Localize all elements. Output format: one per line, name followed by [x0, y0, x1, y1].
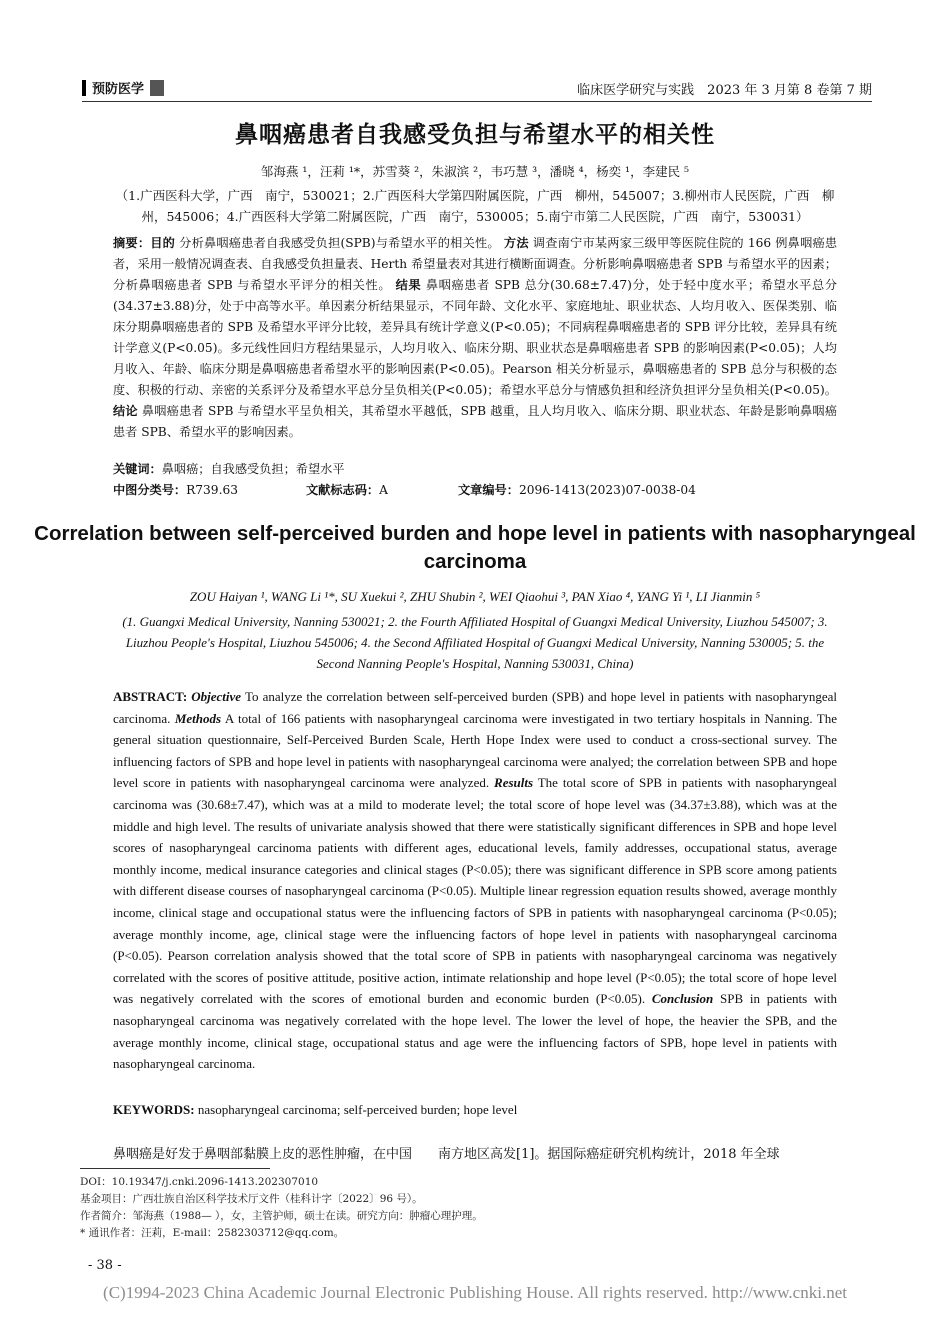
clc-number: 中图分类号：R739.63 [113, 483, 238, 497]
methods-en-label: Methods [174, 710, 222, 726]
results-en-label: Results [494, 775, 534, 791]
abstract-en-label: ABSTRACT: [113, 689, 188, 704]
footnote-author: 作者简介：邹海燕（1988— ），女，主管护师，硕士在读。研究方向：肿瘤心理护理。 [80, 1210, 483, 1222]
abstract-cn-label: 摘要： [113, 236, 151, 250]
methods-en: A total of 166 patients with nasopharyngeal carcinoma were investigated in two tertiary hospitals in Nanning. The general situation questionnaire, Self-Perceived Burden Scale, Herth Hope Index were used to conduct a cross-sectional survey. The influencing factors of SPB and hope level in patients with nasopharyngeal carcinoma were analyed; the correlation between SPB and hope level score in patients with nasopharyngeal carcinoma were analyzed. [113, 710, 837, 791]
section-bar-icon [82, 80, 86, 96]
page-number: - 38 - [88, 1258, 122, 1273]
article-number: 文章编号：2096-1413(2023)07-0038-04 [458, 483, 696, 497]
affiliations-en: (1. Guangxi Medical University, Nanning 530021; 2. the Fourth Affiliated Hospital of Guangxi Medical University, Liuzhou 545007; 3. Liuzhou People's Hospital, Liuzhou 545006; 4. the Second Affiliated Hospital of Guangxi Medical University, Nanning 530005; 5. the Second Nanning People's Hospital, Nanning 530031, China) [122, 614, 828, 671]
journal-header: 临床医学研究与实践 2023 年 3 月第 8 卷第 7 期 [577, 83, 872, 98]
affiliations-cn: （1.广西医科大学，广西 南宁，530021；2.广西医科大学第四附属医院，广西 柳州，545007；3.柳州市人民医院，广西 柳州，545006；4.广西医科大学第二附属医院，广西 南宁，530005；5.南宁市第二人民医院，广西 南宁，530031） [115, 188, 835, 224]
keywords-cn-text: 鼻咽癌；自我感受负担；希望水平 [161, 462, 345, 476]
footnote-doi: DOI：10.19347/j.cnki.2096-1413.202307010 [80, 1176, 319, 1188]
section-greybar-icon [150, 80, 164, 96]
keywords-en-text: nasopharyngeal carcinoma; self-perceived burden; hope level [197, 1102, 518, 1117]
results-cn-label: 结果 [395, 278, 422, 292]
conclusion-en-label: Conclusion [651, 991, 714, 1007]
methods-cn: 调查南宁市某两家三级甲等医院住院的 166 例鼻咽癌患者，采用一般情况调查表、自我感受负担量表、Herth 希望量表对其进行横断面调查。分析影响鼻咽癌患者 SPB 与希望水平的因素；分析鼻咽癌患者 SPB 与希望水平评分的相关性。 [113, 236, 838, 292]
authors-en: ZOU Haiyan ¹, WANG Li ¹*, SU Xuekui ², ZHU Shubin ², WEI Qiaohui ³, PAN Xiao ⁴, YANG Yi ¹, LI Jianmin ⁵ [189, 589, 761, 604]
results-cn: 鼻咽癌患者 SPB 总分(30.68±7.47)分，处于轻中度水平；希望水平总分(34.37±3.88)分，处于中高等水平。单因素分析结果显示，不同年龄、文化水平、家庭地址、职业状态、人均月收入、医保类别、临床分期鼻咽癌患者的 SPB 及希望水平评分比较，差异具有统计学意义(P<0.05)；不同病程鼻咽癌患者的 SPB 评分比较，差异具有统计学意义(P<0.05)。多元线性回归方程结果显示，人均月收入、临床分期、职业状态是鼻咽癌患者 SPB 的影响因素(P<0.05)；人均月收入、年龄、临床分期是鼻咽癌患者希望水平的影响因素(P<0.05)。Pearson 相关分析显示，鼻咽癌患者的 SPB 总分与积极的态度、积极的行动、亲密的关系评分及希望水平总分呈负相关(P<0.05)；希望水平总分与情感负担和经济负担评分呈负相关(P<0.05)。 [113, 278, 838, 397]
objective-en-label: Objective [191, 689, 242, 704]
doc-code: 文献标志码：A [306, 483, 388, 497]
abstract-cn [113, 233, 837, 443]
keywords-en-label: KEYWORDS: [113, 1102, 195, 1117]
results-en: The total score of SPB in patients with nasopharyngeal carcinoma was (30.68±7.47), which was at a mild to moderate level; the total score of hope level was (34.37±3.88), which was at the middle and high level. The results of univariate analysis showed that there were statistically significant differences in SPB and hope level scores of nasopharyngeal carcinoma patients with different ages, educational levels, family addresses, occupational status, average monthly income, medical insurance categories and clinical stages (P<0.05); there was significant difference in SPB score among patients with different disease courses of nasopharyngeal carcinoma (P<0.05). Multiple linear regression equation results showed, average monthly income, clinical stage and occupational status were the influencing factors of SPB in patients with nasopharyngeal carcinoma (P<0.05); average monthly income, age, clinical stage were the influencing factors of hope level in patients with nasopharyngeal carcinoma (P<0.05). Pearson correlation analysis showed that the total score of SPB in patients with nasopharyngeal carcinoma was negatively correlated with the scores of positive attitude, positive action, intimate relationship and hope level (P<0.05); the total score of hope level was negatively correlated with the scores of emotional burden and economic burden (P<0.05). [113, 775, 838, 1007]
objective-cn-label: 目的 [150, 236, 176, 250]
objective-cn: 分析鼻咽癌患者自我感受负担(SPB)与希望水平的相关性。 [179, 236, 500, 250]
section-label [82, 78, 164, 97]
conclusion-cn: 鼻咽癌患者 SPB 与希望水平呈负相关，其希望水平越低，SPB 越重，且人均月收入、临床分期、职业状态、年龄是影响鼻咽癌患者 SPB、希望水平的影响因素。 [113, 404, 838, 439]
header-divider [82, 101, 872, 102]
conclusion-cn-label: 结论 [113, 404, 138, 418]
footnotes [80, 1174, 483, 1242]
footnote-fund: 基金项目：广西壮族自治区科学技术厅文件（桂科计字〔2022〕96 号）。 [80, 1193, 423, 1205]
body-text-start: 鼻咽癌是好发于鼻咽部黏膜上皮的恶性肿瘤，在中国 南方地区高发[1]。据国际癌症研究机构统计，2018 年全球 [113, 1147, 780, 1162]
keywords-cn-label: 关键词： [113, 462, 162, 476]
footnote-corresponding: * 通讯作者：汪莉，E-mail：2582303712@qq.com。 [80, 1227, 345, 1239]
objective-en: To analyze the correlation between self-perceived burden (SPB) and hope level in patients with nasopharyngeal carcinoma. [113, 689, 837, 726]
conclusion-en: SPB in patients with nasopharyngeal carcinoma was negatively correlated with the hope level. The lower the level of hope, the heavier the SPB, and the average monthly income, clinical stage, occupational status and age were the influencing factors of SPB, hope level in patients with nasopharyngeal carcinoma. [113, 991, 837, 1072]
keywords-cn [113, 460, 345, 477]
title-en: Correlation between self-perceived burden and hope level in patients with nasopharyngeal carcinoma [34, 522, 916, 573]
authors-cn: 邹海燕 ¹，汪莉 ¹*，苏雪葵 ²，朱淑滨 ²，韦巧慧 ³，潘晓 ⁴，杨奕 ¹，李建民 ⁵ [260, 164, 690, 179]
methods-cn-label: 方法 [503, 236, 529, 250]
footnote-divider [80, 1168, 270, 1169]
section-name: 预防医学 [92, 82, 145, 97]
abstract-en [113, 686, 837, 1075]
keywords-en [113, 1102, 517, 1118]
title-cn: 鼻咽癌患者自我感受负担与希望水平的相关性 [235, 122, 715, 148]
copyright-watermark: (C)1994-2023 China Academic Journal Electronic Publishing House. All rights reserved. http://www.cnki.net [103, 1283, 847, 1302]
